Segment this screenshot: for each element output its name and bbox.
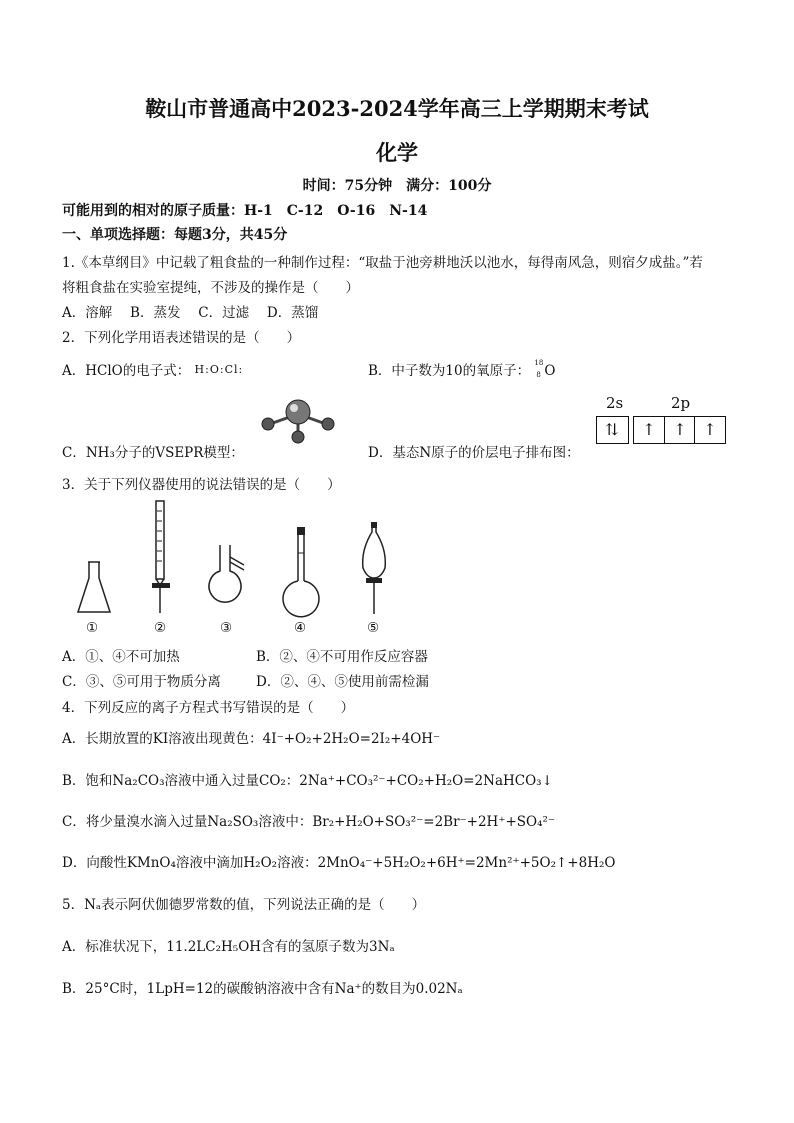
q2-stem: 2．下列化学用语表述错误的是（ ）: [62, 330, 301, 346]
q2-option-b-text: B．中子数为10的氧原子：: [368, 363, 531, 379]
exam-subject: 化学: [376, 140, 418, 165]
q4-option-b: B．饱和Na₂CO₃溶液中通入过量CO₂：2Na⁺+CO₃²⁻+CO₂+H₂O=2NaHCO₃↓: [62, 773, 553, 789]
conical-flask-icon: [76, 560, 112, 615]
isotope-numbers: [534, 358, 544, 379]
burette-icon: [148, 497, 176, 617]
orbital-2s-cell: ⇅: [605, 420, 619, 439]
nh3-vsepr-model: [258, 397, 338, 447]
apparatus-label-5: ⑤: [367, 620, 380, 636]
hclo-electron-formula: H:O:Cl:: [194, 363, 244, 376]
apparatus-label-4: ④: [294, 620, 307, 636]
atomic-number: 8: [536, 370, 541, 379]
apparatus-label-3: ③: [220, 620, 233, 636]
exam-title: 鞍山市普通高中2023-2024学年高三上学期期末考试: [145, 96, 649, 121]
q5-stem: 5．Nₐ表示阿伏伽德罗常数的值，下列说法正确的是（ ）: [62, 897, 426, 913]
q3-option-a: A．①、④不可加热: [62, 649, 180, 665]
q4-stem: 4．下列反应的离子方程式书写错误的是（ ）: [62, 700, 355, 716]
q3-option-d: D．②、④、⑤使用前需检漏: [256, 674, 429, 690]
exam-meta: 时间：75分钟 满分：100分: [302, 178, 492, 194]
orbital-2p-cell-3: ↑: [694, 417, 725, 443]
q1-stem-line2: 将粗食盐在实验室提纯，不涉及的操作是（ ）: [62, 280, 359, 296]
q3-stem: 3．关于下列仪器使用的说法错误的是（ ）: [62, 477, 341, 493]
q1-options: A．溶解 B．蒸发 C．过滤 D．蒸馏: [62, 305, 319, 321]
orbital-2s-box: [596, 416, 629, 444]
orbital-2s-label: 2s: [606, 394, 624, 412]
volumetric-flask-icon: [281, 527, 321, 617]
orbital-2p-label: 2p: [671, 394, 691, 412]
q1-stem-line1: 1.《本草纲目》中记载了粗食盐的一种制作过程：“取盐于池旁耕地沃以池水，每得南风急，则宿夕成盐。”若: [62, 255, 703, 271]
orbital-2p-cell-2: ↑: [664, 417, 695, 443]
q5-option-a: A．标准状况下，11.2LC₂H₅OH含有的氢原子数为3Nₐ: [62, 939, 395, 955]
q3-option-b: B．②、④不可用作反应容器: [256, 649, 428, 665]
separatory-funnel-icon: [359, 522, 389, 617]
q2-option-c: C．NH₃分子的VSEPR模型：: [62, 445, 244, 461]
q5-option-b: B．25°C时，1LpH=12的碳酸钠溶液中含有Na⁺的数目为0.02Nₐ: [62, 981, 463, 997]
apparatus-label-1: ①: [86, 620, 99, 636]
atomic-masses: 可能用到的相对的原子质量：H-1 C-12 O-16 N-14: [62, 203, 428, 219]
q4-option-a: A．长期放置的KI溶液出现黄色：4I⁻+O₂+2H₂O=2I₂+4OH⁻: [62, 731, 441, 747]
q2-option-a: [62, 359, 243, 379]
n-orbital-diagram: [596, 394, 726, 448]
q3-option-c: C．③、⑤可用于物质分离: [62, 674, 221, 690]
oxygen-symbol: O: [544, 363, 556, 379]
q2-option-a-text: A．HClO的电子式：: [62, 363, 191, 379]
q4-option-d: D．向酸性KMnO₄溶液中滴加H₂O₂溶液：2MnO₄⁻+5H₂O₂+6H⁺=2Mn²⁺+5O₂↑+8H₂O: [62, 855, 616, 871]
distilling-flask-icon: [206, 543, 252, 615]
q4-option-c: C．将少量溴水滴入过量Na₂SO₃溶液中：Br₂+H₂O+SO₃²⁻=2Br⁻+2H⁺+SO₄²⁻: [62, 814, 556, 830]
orbital-2p-box: [633, 416, 726, 444]
apparatus-label-2: ②: [154, 620, 167, 636]
mass-number: 18: [534, 358, 544, 367]
orbital-2p-cell-1: ↑: [642, 420, 656, 439]
section-heading: 一、单项选择题：每题3分，共45分: [62, 227, 288, 243]
q2-option-b: [368, 359, 555, 379]
q2-option-d: D．基态N原子的价层电子排布图：: [368, 445, 580, 461]
